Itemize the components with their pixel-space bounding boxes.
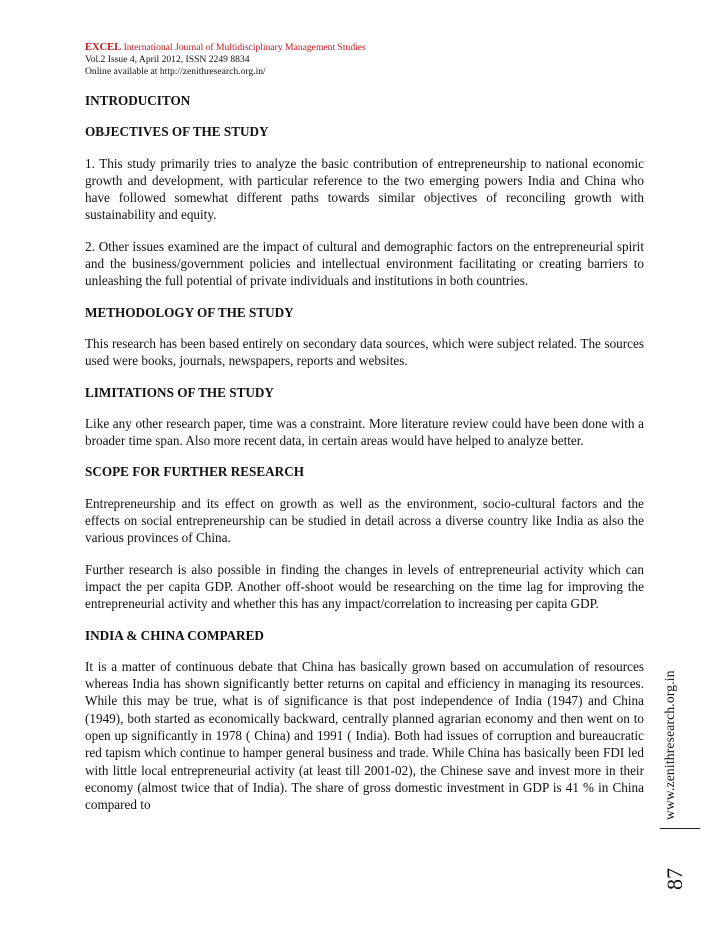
journal-online-url: Online available at http://zenithresearch.org.in/ [85, 66, 266, 77]
compare-heading: INDIA & CHINA COMPARED [85, 627, 264, 643]
introduction-heading: INTRODUCITON [85, 93, 191, 108]
objective-1-paragraph: 1. This study primarily tries to analyze the basic contribution of entrepreneurship to national economic growth and development, with particular reference to the two emerging powers India and China who have followed somewhat different paths towards similar objectives of reconciling growth with sustainability and equity. [85, 155, 644, 223]
scope-heading: SCOPE FOR FURTHER RESEARCH [85, 464, 304, 480]
scope-paragraph-2: Further research is also possible in finding the changes in levels of entrepreneurial activity which can impact the per capita GDP. Another off-shoot would be researching on the time lag for improving the entrepreneurial activity and whether this has any impact/correlation to increasing per capita GDP. [85, 561, 644, 612]
journal-title-line [85, 42, 645, 54]
journal-name: International Journal of Multidisciplinary Management Studies [121, 42, 366, 53]
objective-2-paragraph: 2. Other issues examined are the impact of cultural and demographic factors on the entrepreneurial spirit and the business/government policies and intellectual environment facilitating or creating barriers to unleashing the full potential of private individuals and institutions in both countries. [85, 238, 644, 289]
methodology-paragraph: This research has been based entirely on secondary data sources, which were subject related. The sources used were books, journals, newspapers, reports and websites. [85, 335, 644, 369]
limitations-paragraph: Like any other research paper, time was a constraint. More literature review could have been done with a broader time span. Also more recent data, in certain areas would have helped to analyze better. [85, 415, 644, 449]
objectives-heading: OBJECTIVES OF THE STUDY [85, 124, 269, 140]
journal-header [85, 42, 645, 78]
page-number: 87 [662, 868, 687, 890]
limitations-heading: LIMITATIONS OF THE STUDY [85, 384, 274, 400]
page-body [85, 92, 644, 828]
side-divider [660, 828, 700, 829]
journal-brand: EXCEL [85, 42, 122, 53]
compare-paragraph: It is a matter of continuous debate that China has basically grown based on accumulation of resources whereas India has shown significantly better returns on capital and efficiency in managing its resources. While this may be true, what is of significance is that post independence of India (1947) and China (1949), both started as economically backward, centrally planned agrarian economy and then went on to open up significantly in 1978 ( China) and 1991 ( India). Both had issues of corruption and bureaucratic red tapism which continue to hamper general business and trade. While China has basically been FDI led with little local entrepreneurial activity (at least till 2001-02), the Chinese save and invest more in their economy (almost twice that of India). The share of gross domestic investment in GDP is 41 % in China compared to [85, 658, 644, 813]
side-website-url: www.zenithresearch.org.in [662, 670, 677, 820]
methodology-heading: METHODOLOGY OF THE STUDY [85, 304, 294, 320]
scope-paragraph-1: Entrepreneurship and its effect on growth as well as the environment, socio-cultural factors and the effects on social entrepreneurship can be studied in detail across a diverse country like India as also the various provinces of China. [85, 495, 644, 546]
journal-volume: Vol.2 Issue 4, April 2012, ISSN 2249 8834 [85, 54, 250, 65]
